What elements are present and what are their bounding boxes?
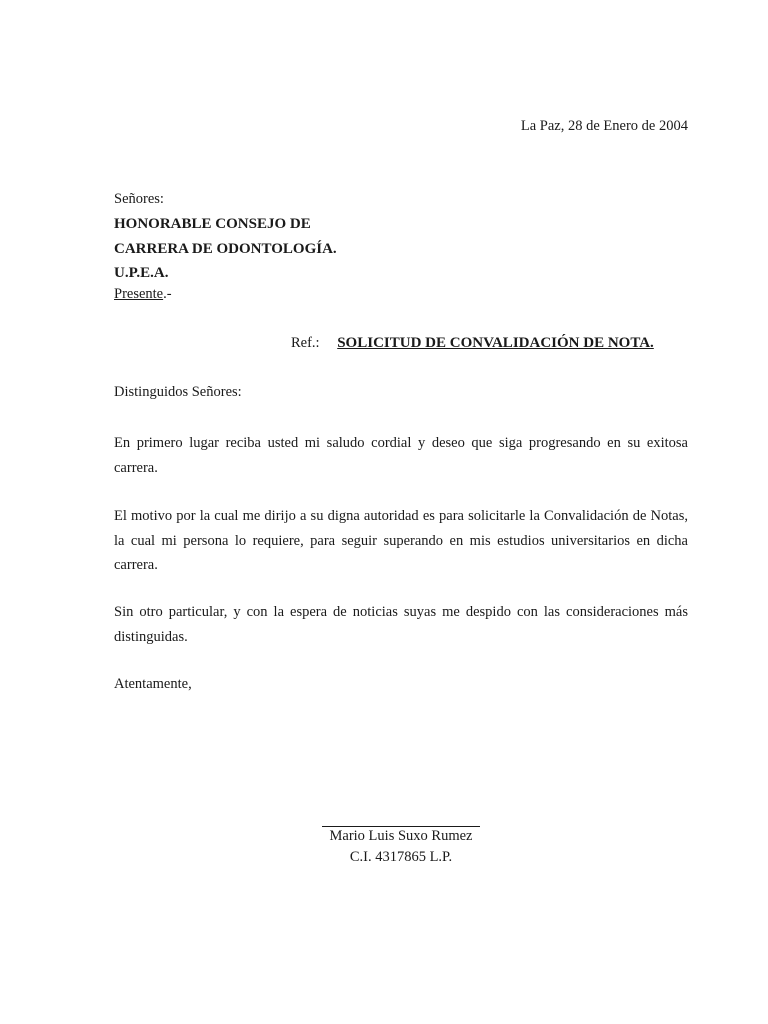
presente-line bbox=[114, 286, 172, 303]
signature-line bbox=[322, 826, 480, 827]
reference-subject: SOLICITUD DE CONVALIDACIÓN DE NOTA. bbox=[337, 335, 654, 351]
body-paragraph-2: El motivo por la cual me dirijo a su digna autoridad es para solicitarle la Convalidación de Notas, la cual mi persona lo requiere, para seguir superando en mis estudios universitarios en dicha carrera. bbox=[114, 508, 688, 573]
recipient-line: HONORABLE CONSEJO DE bbox=[114, 216, 311, 232]
reference-label: Ref.: bbox=[291, 335, 320, 351]
recipient-line: CARRERA DE ODONTOLOGÍA. bbox=[114, 240, 337, 257]
salutation: Señores: bbox=[114, 191, 164, 207]
recipient-block bbox=[114, 212, 337, 286]
letter-date: La Paz, 28 de Enero de 2004 bbox=[520, 118, 688, 134]
body-paragraph-1: En primero lugar reciba usted mi saludo cordial y deseo que siga progresando en su exitosa carrera. bbox=[114, 435, 688, 476]
reference-line bbox=[291, 335, 654, 352]
presente-word: Presente bbox=[114, 286, 164, 302]
closing: Atentamente, bbox=[114, 676, 192, 692]
body-paragraph-3: Sin otro particular, y con la espera de noticias suyas me despido con las consideraciones más distinguidas. bbox=[114, 604, 688, 645]
signatory-name: Mario Luis Suxo Rumez bbox=[329, 828, 473, 844]
greeting: Distinguidos Señores: bbox=[114, 384, 242, 400]
presente-suffix: .- bbox=[163, 286, 172, 302]
signatory-id: C.I. 4317865 L.P. bbox=[349, 849, 453, 865]
recipient-line: U.P.E.A. bbox=[114, 265, 169, 281]
